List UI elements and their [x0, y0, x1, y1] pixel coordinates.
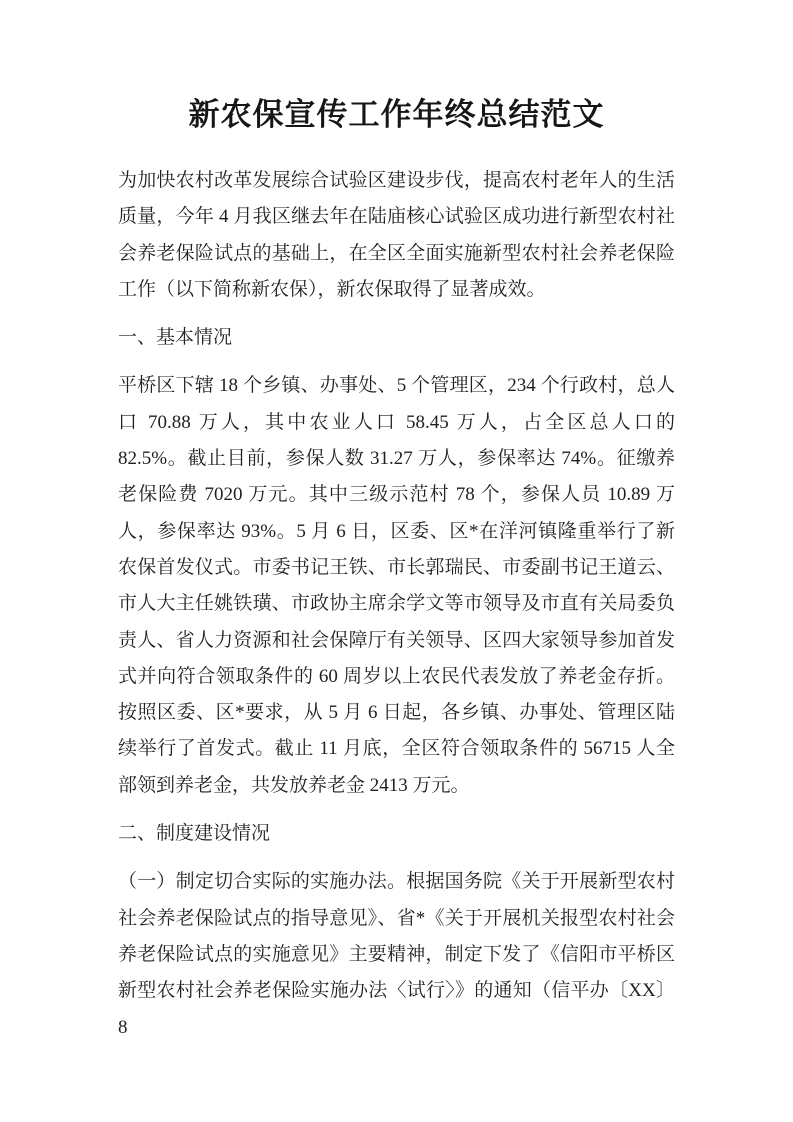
- paragraph-system-building: （一）制定切合实际的实施办法。根据国务院《关于开展新型农村社会养老保险试点的指导意见》、省*《关于开展机关报型农村社会养老保险试点的实施意见》主要精神，制定下发了《信阳市平桥区新型农村社会养老保险实施办法〈试行〉》的通知（信平办〔XX〕8: [118, 871, 675, 1038]
- document-title: 新农保宣传工作年终总结范文: [188, 97, 605, 132]
- section-heading-system-building: 二、制度建设情况: [118, 823, 271, 845]
- paragraph-intro: 为加快农村改革发展综合试验区建设步伐，提高农村老年人的生活质量，今年 4 月我区继去年在陆庙核心试验区成功进行新型农村社会养老保险试点的基础上，在全区全面实施新型农村社会养老保险工作（以下简称新农保），新农保取得了显著成效。: [118, 170, 675, 300]
- paragraph-basic-situation: 平桥区下辖 18 个乡镇、办事处、5 个管理区，234 个行政村，总人口 70.88 万人，其中农业人口 58.45 万人，占全区总人口的 82.5%。截止目前，参保人数 31.27 万人，参保率达 74%。征缴养老保险费 7020 万元。其中三级示范村 78 个，参保人员 10.89 万人，参保率达 93%。5 月 6 日，区委、区*在洋河镇隆重举行了新农保首发仪式。市委书记王铁、市长郭瑞民、市委副书记王道云、市人大主任姚铁璜、市政协主席余学文等市领导及市直有关局委负责人、省人力资源和社会保障厅有关领导、区四大家领导参加首发式并向符合领取条件的 60 周岁以上农民代表发放了养老金存折。按照区委、区*要求，从 5 月 6 日起，各乡镇、办事处、管理区陆续举行了首发式。截止 11 月底，全区符合领取条件的 56715 人全部领到养老金，共发放养老金 2413 万元。: [118, 375, 675, 796]
- section-heading-basic-situation: 一、基本情况: [118, 327, 233, 349]
